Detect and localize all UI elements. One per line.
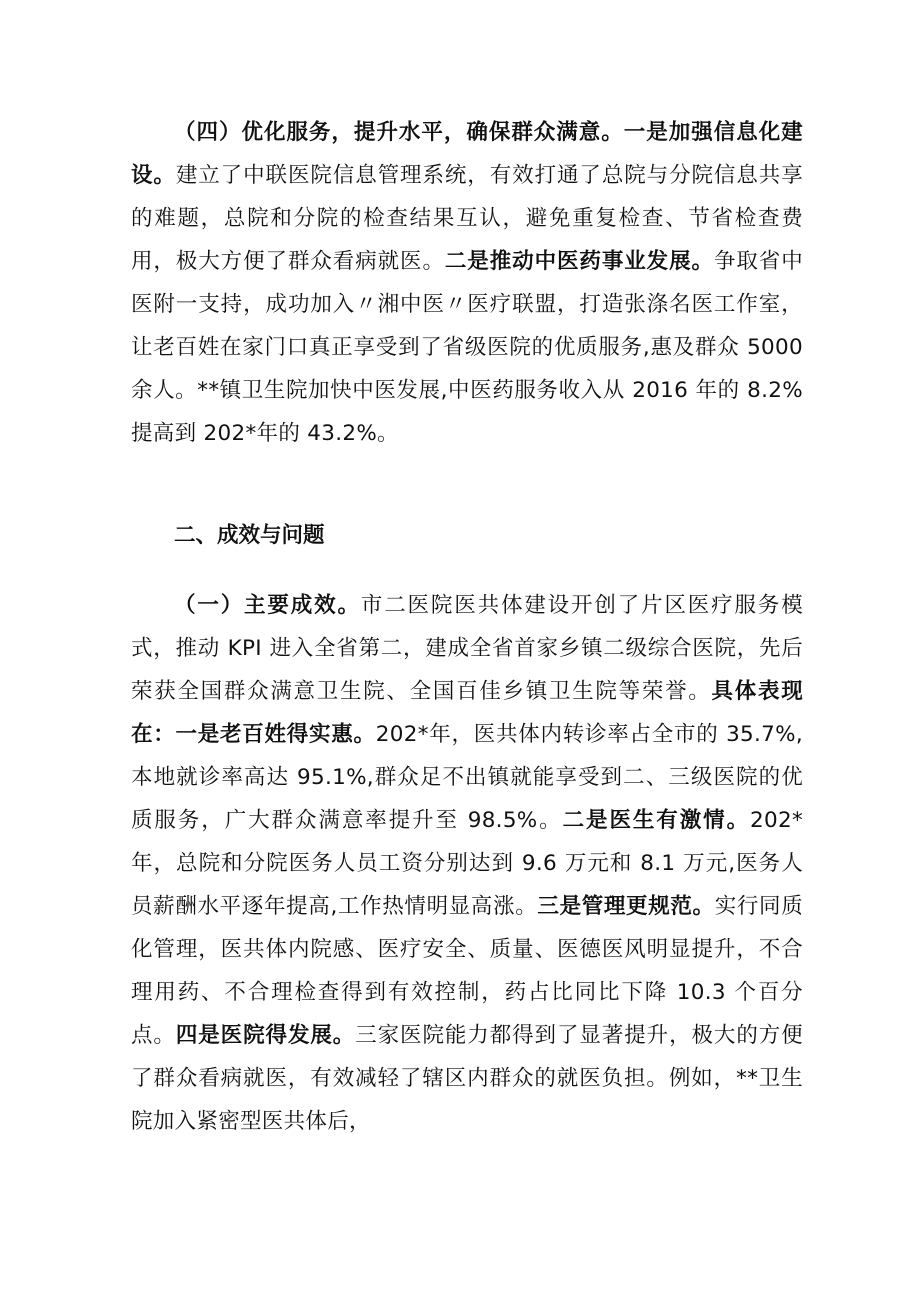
section-heading: 二、成效与问题	[174, 523, 325, 548]
section-4-lead-2: 二是推动中医药事业发展。	[444, 249, 714, 274]
section-1-text-4: 三家医院能力都得到了显著提升，极大的方便了群众看病就医，有效减轻了辖区内群众的就医负担。例如，**卫生院加入紧密型医共体后，	[131, 1023, 803, 1134]
section-1-lead-0: 具体表现在：	[131, 679, 803, 747]
section-1-text-0: 市二医院医共体建设开创了片区医疗服务模式，推动 KPI 进入全省第二，建成全省首家乡镇二级综合医院，先后荣获全国群众满意卫生院、全国百佳乡镇卫生院等荣誉。	[131, 593, 804, 704]
section-1-lead-3: 三是管理更规范。	[537, 894, 715, 919]
section-1-title: （一）主要成效。	[174, 593, 361, 618]
section-1-text-1: 202*年，医共体内转诊率占全市的 35.7%,本地就诊率高达 95.1%,群众足不出镇就能享受到二、三级医院的优质服务，广大群众满意率提升至 98.5%。	[131, 722, 803, 833]
section-4-text-2: 争取省中医附一支持，成功加入〃湘中医〃医疗联盟，打造张涤名医工作室，让老百姓在家门口真正享受到了省级医院的优质服务,惠及群众 5000 余人。**镇卫生院加快中医发展,中医药服务收入从 2016 年的 8.2%提高到 202*年的 43.2%。	[131, 249, 803, 446]
section-1-text-2: 202*年，总院和分院医务人员工资分别达到 9.6 万元和 8.1 万元,医务人员薪酬水平逐年提高,工作热情明显高涨。	[131, 808, 804, 919]
section-4-title: （四）优化服务，提升水平，确保群众满意。	[174, 120, 624, 145]
section-4-text-1: 建立了中联医院信息管理系统，有效打通了总院与分院信息共享的难题，总院和分院的检查结果互认，避免重复检查、节省检查费用，极大方便了群众看病就医。	[131, 163, 803, 274]
section-1-text-3: 实行同质化管理，医共体内院感、医疗安全、质量、医德医风明显提升，不合理用药、不合理检查得到有效控制，药占比同比下降 10.3 个百分点。	[131, 894, 803, 1048]
section-1-lead-2: 二是医生有激情。	[562, 808, 751, 833]
section-4-lead-1: 一是加强信息化建设。	[131, 120, 803, 188]
section-1-lead-4: 四是医院得发展。	[175, 1023, 356, 1048]
paragraph-section-1	[131, 584, 803, 1143]
section-1-lead-1: 一是老百姓得实惠。	[175, 722, 376, 747]
paragraph-section-4	[131, 111, 803, 455]
